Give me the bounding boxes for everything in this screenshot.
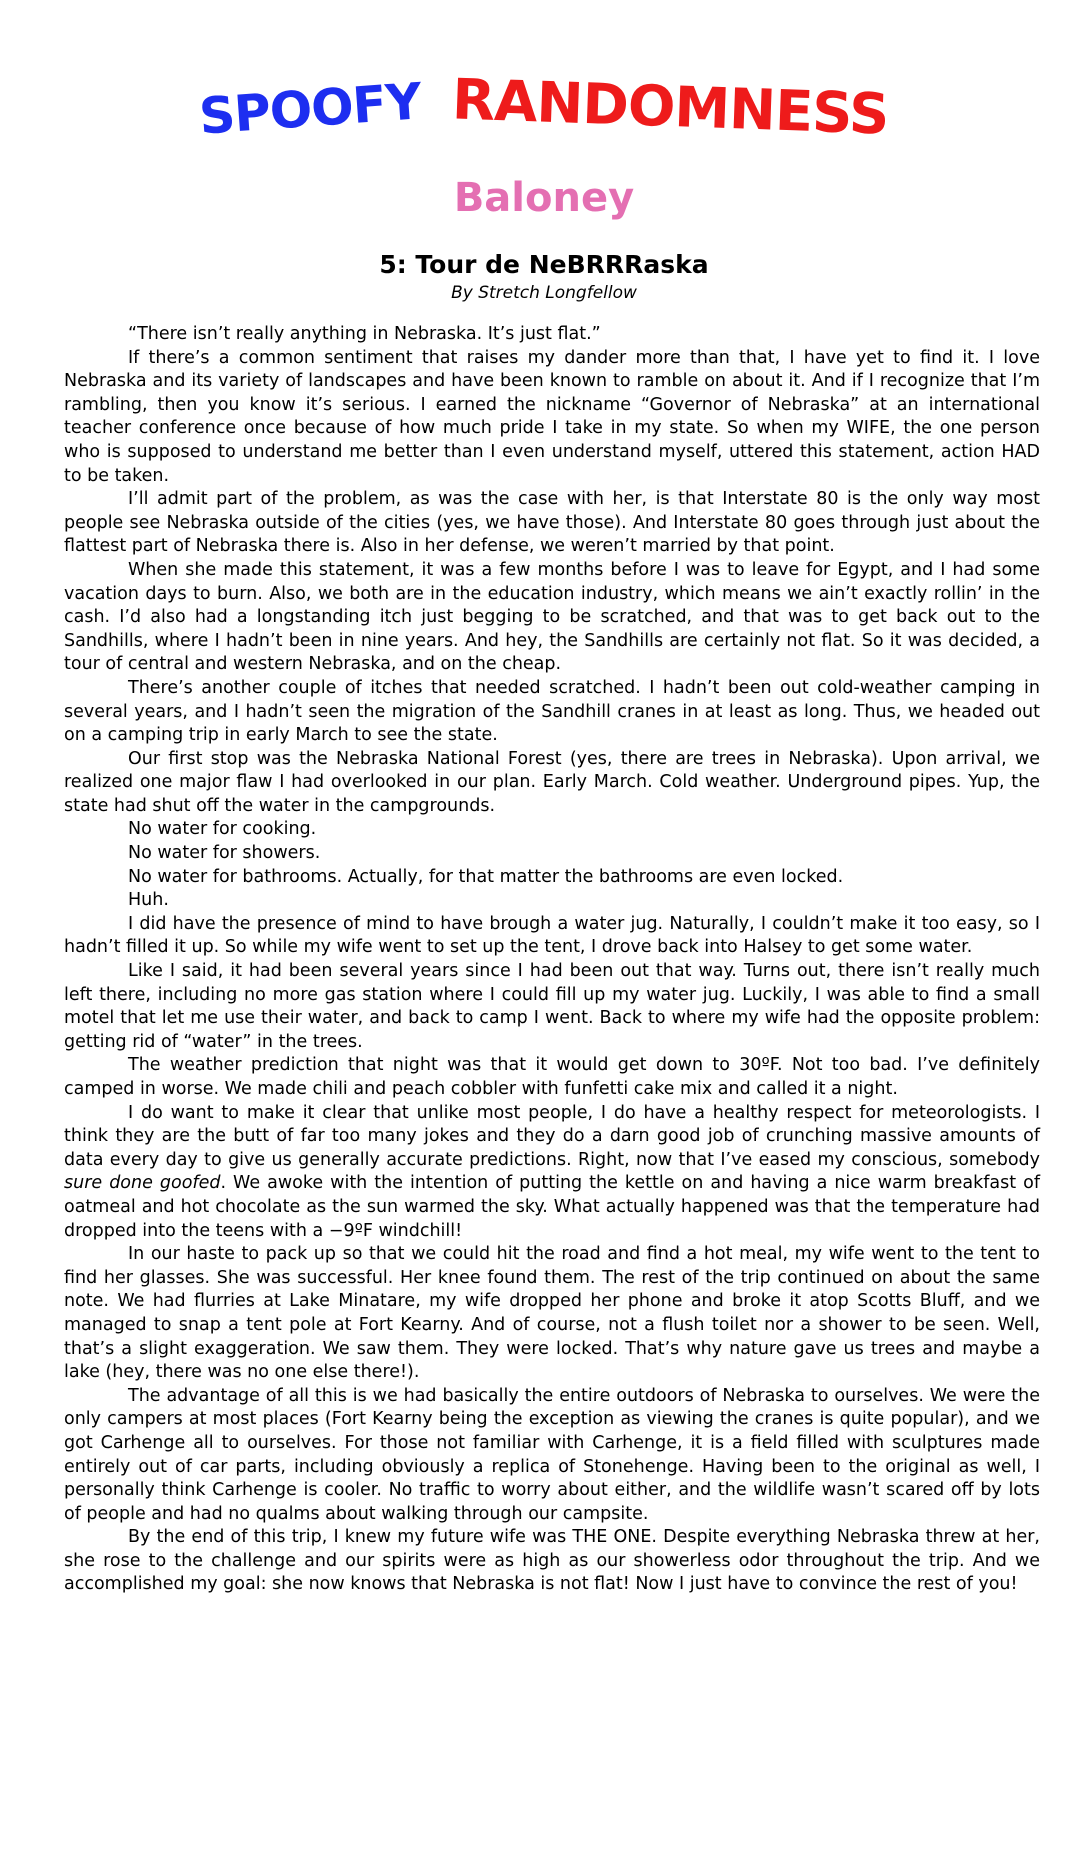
paragraph: [64, 1102, 1040, 1244]
paragraph: The weather prediction that night was that it would get down to 30ºF. Not too bad. I’ve definitely camped in worse. We made chili and peach cobbler with funfetti cake mix and called it a night.: [64, 1055, 1040, 1099]
masthead-logo: [0, 67, 1088, 180]
logo-word-spoofy: SPOOFY: [197, 72, 424, 146]
paragraph: I did have the presence of mind to have brough a water jug. Naturally, I couldn’t make it too easy, so I hadn’t filled it up. So while my wife went to set up the tent, I drove back into Halsey to get some water.: [64, 913, 1040, 958]
paragraph: The advantage of all this is we had basically the entire outdoors of Nebraska to ourselves. We were the only campers at most places (Fort Kearny being the exception as viewing the cranes is quite popular), and we got Carhenge all to ourselves. For those not familiar with Carhenge, it is a field filled with sculptures made entirely out of car parts, including obviously a replica of Stonehenge. Having been to the original as well, I personally think Carhenge is cooler. No traffic to worry about either, and the wildlife wasn’t scared off by lots of people and had no qualms about walking through our campsite.: [64, 1385, 1040, 1524]
paragraph: “There isn’t really anything in Nebraska. It’s just flat.”: [128, 324, 601, 344]
paragraph: Huh.: [128, 890, 169, 911]
paragraph: In our haste to pack up so that we could hit the road and find a hot meal, my wife went to the tent to find her glasses. She was successful. Her knee found them. The rest of the trip continued on about the same note. We had flurries at Lake Minatare, my wife dropped her phone and broke it atop Scotts Bluff, and we managed to snap a tent pole at Fort Kearny. And of course, not a flush toilet nor a shower to be seen. Well, that’s a slight exaggeration. We saw them. They were locked. That’s why nature gave us trees and maybe a lake (hey, there was no one else there!).: [64, 1244, 1040, 1383]
paragraph-text-after: . We awoke with the intention of putting the kettle on and having a nice warm breakfast of oatmeal and hot chocolate as the sun warmed the sky. What actually happened was that the temperature had dropped into the teens with a −9ºF windchill!: [64, 1173, 1040, 1241]
logo-word-randomness: RANDOMNESS: [451, 67, 890, 148]
paragraph: There’s another couple of itches that needed scratched. I hadn’t been out cold-weather camping in several years, and I hadn’t seen the migration of the Sandhill cranes in at least as long. Thus, we headed out on a camping trip in early March to see the state.: [64, 677, 1040, 746]
article-title: 5: Tour de NeBRRRaska: [379, 250, 709, 279]
paragraph: No water for cooking.: [128, 819, 317, 840]
paragraph: If there’s a common sentiment that raises my dander more than that, I have yet to find it. I love Nebraska and its variety of landscapes and have been known to ramble on about it. And if I recognize that I’m rambling, then you know it’s serious. I earned the nickname “Governor of Nebraska” at an international teacher conference once because of how much pride I take in my state. So when my WIFE, the one person who is supposed to understand me better than I even understand myself, uttered this statement, action HAD to be taken.: [64, 347, 1040, 486]
paragraph: No water for showers.: [128, 843, 321, 864]
paragraph: By the end of this trip, I knew my future wife was THE ONE. Despite everything Nebraska threw at her, she rose to the challenge and our spirits were as high as our showerless odor throughout the trip. And we accomplished my goal: she now knows that Nebraska is not flat! Now I just have to convince the rest of you!: [64, 1527, 1040, 1595]
section-title: Baloney: [453, 175, 635, 221]
article-byline: By Stretch Longfellow: [451, 283, 637, 303]
paragraph-emphasis: sure done goofed: [64, 1173, 221, 1194]
paragraph: Like I said, it had been several years since I had been out that way. Turns out, there isn’t really much left there, including no more gas station where I could fill up my water jug. Luckily, I was able to find a small motel that let me use their water, and back to camp I went. Back to where my wife had the opposite problem: getting rid of “water” in the trees.: [64, 961, 1040, 1052]
paragraph: When she made this statement, it was a few months before I was to leave for Egypt, and I had some vacation days to burn. Also, we both are in the education industry, which means we ain’t exactly rollin’ in the cash. I’d also had a longstanding itch just begging to be scratched, and that was to get back out to the Sandhills, where I hadn’t been in nine years. And hey, the Sandhills are certainly not flat. So it was decided, a tour of central and western Nebraska, and on the cheap.: [64, 559, 1040, 675]
paragraph: No water for bathrooms. Actually, for that matter the bathrooms are even locked.: [128, 866, 844, 887]
article-body: [64, 323, 1040, 1597]
paragraph-text: I do want to make it clear that unlike most people, I do have a healthy respect for meteorologists. I think they are the butt of far too many jokes and they do a darn good job of crunching massive amounts of data every day to give us generally accurate predictions. Right, now that I’ve eased my conscious, somebody: [64, 1102, 1040, 1170]
paragraph: I’ll admit part of the problem, as was the case with her, is that Interstate 80 is the only way most people see Nebraska outside of the cities (yes, we have those). And Interstate 80 goes through just about the flattest part of Nebraska there is. Also in her defense, we weren’t married by that point.: [64, 489, 1040, 557]
paragraph: Our first stop was the Nebraska National Forest (yes, there are trees in Nebraska). Upon arrival, we realized one major flaw I had overlooked in our plan. Early March. Cold weather. Underground pipes. Yup, the state had shut off the water in the campgrounds.: [64, 748, 1040, 816]
